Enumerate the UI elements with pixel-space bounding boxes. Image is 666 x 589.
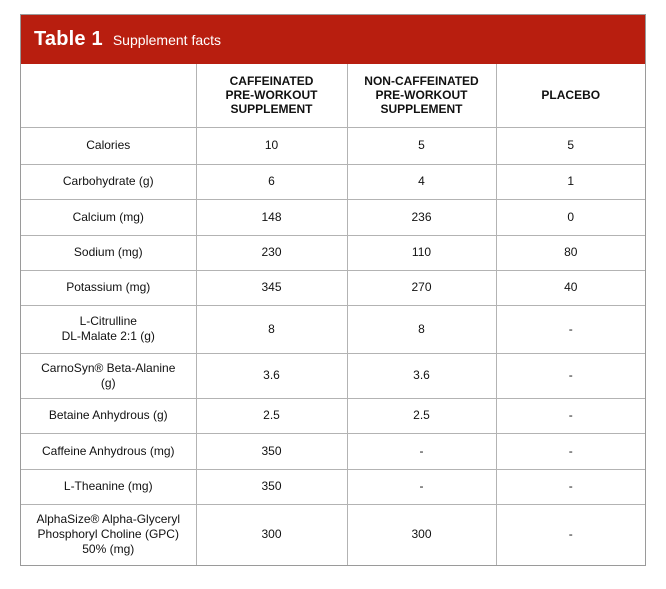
- cell-placebo: -: [496, 398, 645, 433]
- cell-caffeinated: 345: [196, 270, 347, 305]
- cell-caffeinated: 8: [196, 305, 347, 353]
- table-row: [21, 305, 645, 353]
- supplement-facts-table-card: [20, 14, 646, 566]
- cell-caffeinated: 148: [196, 199, 347, 235]
- column-header-label: [21, 64, 196, 127]
- table-title: Supplement facts: [112, 31, 222, 48]
- row-label: Calcium (mg): [21, 199, 196, 235]
- cell-placebo: 80: [496, 235, 645, 270]
- cell-caffeinated: 230: [196, 235, 347, 270]
- cell-caffeinated: 2.5: [196, 398, 347, 433]
- row-label: Sodium (mg): [21, 235, 196, 270]
- row-label: L-Theanine (mg): [21, 469, 196, 504]
- cell-caffeinated: 300: [196, 504, 347, 565]
- cell-non-caffeinated: 3.6: [347, 353, 496, 398]
- row-label: Calories: [21, 127, 196, 164]
- column-header-placebo: PLACEBO: [496, 64, 645, 127]
- row-label: AlphaSize® Alpha-Glyceryl Phosphoryl Choline (GPC) 50% (mg): [21, 504, 196, 565]
- row-label: Caffeine Anhydrous (mg): [21, 433, 196, 469]
- row-label: Carbohydrate (g): [21, 164, 196, 199]
- table-row: [21, 504, 645, 565]
- cell-caffeinated: 10: [196, 127, 347, 164]
- cell-non-caffeinated: -: [347, 433, 496, 469]
- cell-non-caffeinated: 270: [347, 270, 496, 305]
- table-row: [21, 433, 645, 469]
- table-row: [21, 469, 645, 504]
- table-row: [21, 398, 645, 433]
- cell-non-caffeinated: 4: [347, 164, 496, 199]
- cell-placebo: 40: [496, 270, 645, 305]
- table-row: [21, 235, 645, 270]
- cell-placebo: -: [496, 433, 645, 469]
- table-row: [21, 127, 645, 164]
- cell-non-caffeinated: 300: [347, 504, 496, 565]
- supplement-facts-table: [21, 64, 645, 565]
- cell-caffeinated: 6: [196, 164, 347, 199]
- column-header-non-caffeinated: NON-CAFFEINATED PRE-WORKOUT SUPPLEMENT: [347, 64, 496, 127]
- cell-caffeinated: 350: [196, 433, 347, 469]
- cell-non-caffeinated: 8: [347, 305, 496, 353]
- cell-placebo: 0: [496, 199, 645, 235]
- cell-caffeinated: 3.6: [196, 353, 347, 398]
- cell-placebo: 5: [496, 127, 645, 164]
- table-row: [21, 353, 645, 398]
- cell-non-caffeinated: 2.5: [347, 398, 496, 433]
- table-row: [21, 270, 645, 305]
- table-number: Table 1: [34, 28, 103, 50]
- row-label: Betaine Anhydrous (g): [21, 398, 196, 433]
- cell-non-caffeinated: -: [347, 469, 496, 504]
- cell-placebo: 1: [496, 164, 645, 199]
- row-label: L-Citrulline DL-Malate 2:1 (g): [21, 305, 196, 353]
- cell-placebo: -: [496, 469, 645, 504]
- cell-placebo: -: [496, 305, 645, 353]
- cell-non-caffeinated: 110: [347, 235, 496, 270]
- cell-caffeinated: 350: [196, 469, 347, 504]
- cell-placebo: -: [496, 504, 645, 565]
- row-label: Potassium (mg): [21, 270, 196, 305]
- cell-placebo: -: [496, 353, 645, 398]
- table-row: [21, 164, 645, 199]
- row-label: CarnoSyn® Beta-Alanine (g): [21, 353, 196, 398]
- table-row: [21, 199, 645, 235]
- cell-non-caffeinated: 5: [347, 127, 496, 164]
- cell-non-caffeinated: 236: [347, 199, 496, 235]
- table-title-bar: [21, 15, 645, 64]
- header-row: [21, 64, 645, 127]
- column-header-caffeinated: CAFFEINATED PRE-WORKOUT SUPPLEMENT: [196, 64, 347, 127]
